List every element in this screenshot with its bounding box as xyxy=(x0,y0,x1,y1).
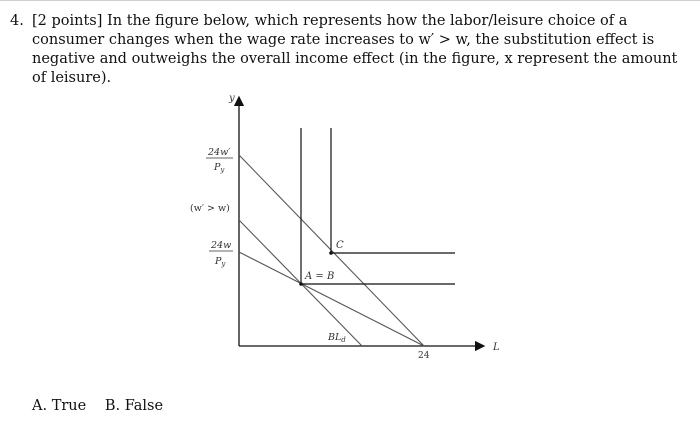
intercept-high-numerator: 24w′ xyxy=(208,147,231,158)
point-c-marker xyxy=(329,251,333,255)
point-ab-marker xyxy=(299,282,303,286)
indifference-curve-ab xyxy=(301,128,455,284)
point-ab-label: A = B xyxy=(305,271,335,282)
point-c-label: C xyxy=(336,240,344,251)
intercept-low-numerator: 24w xyxy=(211,240,232,251)
wage-note: (w′ > w) xyxy=(190,203,230,214)
x-tick-24: 24 xyxy=(418,351,430,361)
x-axis-label: L xyxy=(493,342,500,353)
indifference-curve-c xyxy=(331,128,455,253)
answer-b[interactable]: B. False xyxy=(104,398,164,414)
answer-options xyxy=(32,398,177,414)
intercept-high-denominator: $P_y$ xyxy=(214,162,225,174)
answer-a[interactable]: A. True xyxy=(32,398,87,414)
y-axis-label: y xyxy=(229,93,235,104)
bl-label: $BL_d$ xyxy=(328,332,346,344)
intercept-low-denominator: $P_y$ xyxy=(215,256,226,268)
question-number: 4. xyxy=(10,13,24,29)
question-text: [2 points] In the figure below, which represents how the labor/leisure choice of a consumer changes when the wage rate increases to w′ > w, the substitution effect is negative and outweighs the overall income effect (in the figure, x represent the amount of leisure). xyxy=(32,13,678,86)
